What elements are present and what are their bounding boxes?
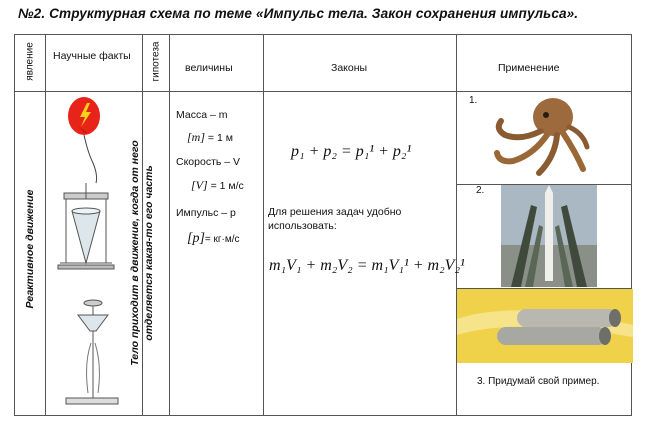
application-item-3-label: 3. Придумай свой пример. [477,376,600,387]
balloon-image [68,97,100,183]
speed-unit-value: = 1 м/с [207,180,244,192]
header-hypothesis: гипотеза [150,41,162,82]
structure-table [14,34,632,416]
speed-label: Скорость – V [176,156,241,168]
phenomenon-text: Реактивное движение [24,189,36,309]
header-application: Применение [498,62,560,74]
laws-note: Для решения задач удобно использовать: [268,206,402,232]
jet-engine-image [457,289,633,363]
rocket-image [501,185,597,287]
speed-unit-symbol: V [195,178,204,192]
facts-illustrations [48,93,140,415]
mass-label: Масса – m [176,109,228,121]
mass-unit-value: = 1 м [205,132,233,144]
hypothesis-text [128,117,156,389]
col-divider [263,35,264,415]
col-divider [169,35,170,415]
header-facts: Научные факты [53,50,131,62]
application-item-1-label: 1. [469,95,478,106]
header-quantities: величины [185,62,233,74]
header-phenomenon: явление [24,42,36,81]
impulse-unit: [p]= кг·м/с [187,231,240,246]
hypothesis-line-1: Тело приходит в движение, когда от него [129,140,141,366]
mass-unit-symbol: m [191,130,201,144]
funnel-apparatus-image [66,300,118,404]
momentum-formula: m₁V₁ + m₂V₂ = m₁V₁¹ + m₂V₂¹ [269,257,465,274]
impulse-unit-symbol: p [192,231,200,246]
page-title: №2. Структурная схема по теме «Импульс тела. Закон сохранения импульса». [18,6,579,21]
mass-unit: [m] = 1 м [187,130,233,144]
hypothesis-line-2: отделяется какая-то его часть [143,165,155,341]
impulse-label: Импульс – p [176,207,236,219]
octopus-image [491,91,591,181]
impulse-unit-value: = кг·м/с [204,234,240,245]
cone-apparatus-image [58,183,114,269]
conservation-formula: p₁ + p₂ = p₁¹ + p₂¹ [291,143,412,160]
application-item-2-label: 2. [476,185,485,196]
col-divider [45,35,46,415]
speed-unit: [V] = 1 м/с [191,178,244,192]
header-laws: Законы [331,62,368,74]
